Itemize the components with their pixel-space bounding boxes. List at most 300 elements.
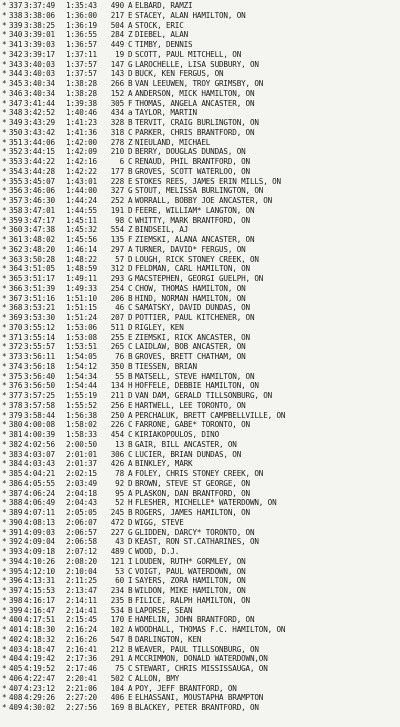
row-bullet: * [2,361,7,371]
elapsed-time: 1:44:55 [66,205,97,215]
runner-name-location: BINKLEY, MARK [135,459,193,469]
elapsed-time: 1:51:15 [66,303,97,313]
row-bullet: * [2,595,7,605]
category-code: A [128,683,133,693]
runner-name-location: FOLEY, CHRIS STONEY CREEK, ON [135,469,264,478]
place-number: 356 [9,186,23,196]
bib-number: 504 [110,20,124,30]
result-row [2,693,400,703]
bib-number: 55 [115,371,124,381]
category-code: D [128,69,133,79]
place-number: 402 [9,634,23,644]
row-bullet: * [2,547,7,556]
category-code: Z [128,137,133,147]
category-code: B [128,118,133,127]
elapsed-time: 2:21:06 [66,683,97,693]
elapsed-time: 1:48:59 [66,264,97,274]
place-number: 385 [9,469,23,478]
row-bullet: * [2,644,7,654]
result-row [2,664,400,674]
place-number: 337 [9,1,23,10]
finish-time: 4:04:21 [24,469,55,478]
row-bullet: * [2,322,7,332]
bib-number: 6 [119,157,124,166]
row-bullet: * [2,410,7,420]
elapsed-time: 2:01:01 [66,449,97,459]
result-row [2,89,400,99]
place-number: 392 [9,537,23,547]
elapsed-time: 2:07:12 [66,547,97,556]
runner-name-location: NIEULAND, MICHAEL [135,137,211,147]
result-row [2,459,400,469]
finish-time: 4:30:02 [24,703,55,712]
finish-time: 3:47:17 [24,215,55,225]
finish-time: 3:38:06 [24,10,55,20]
runner-name-location: BROWN, STEVE ST GEORGE, ON [135,478,250,488]
row-bullet: * [2,20,7,30]
finish-time: 4:18:47 [24,644,55,654]
elapsed-time: 1:55:52 [66,400,97,410]
result-row [2,294,400,304]
result-row [2,147,400,157]
row-bullet: * [2,634,7,644]
category-code: D [128,254,133,264]
result-row [2,469,400,479]
finish-time: 3:55:14 [24,332,55,342]
bib-number: 135 [110,235,124,244]
bib-number: 502 [110,673,124,683]
row-bullet: * [2,537,7,547]
runner-name-location: BINDSEIL, AJ [135,225,189,235]
place-number: 388 [9,498,23,508]
runner-name-location: PARKER, CHRIS BRANTFORD, ON [135,127,255,137]
row-bullet: * [2,576,7,586]
runner-name-location: DARLINGTON, KEN [135,634,202,644]
result-row [2,216,400,226]
row-bullet: * [2,400,7,410]
elapsed-time: 2:06:07 [66,517,97,527]
finish-time: 4:00:39 [24,430,55,439]
place-number: 361 [9,235,23,244]
result-row [2,489,400,499]
elapsed-time: 1:49:33 [66,283,97,293]
elapsed-time: 1:53:08 [66,332,97,342]
elapsed-time: 1:54:05 [66,352,97,361]
result-row [2,615,400,625]
elapsed-time: 2:05:05 [66,508,97,517]
category-code: C [128,430,133,439]
row-bullet: * [2,205,7,215]
row-bullet: * [2,235,7,244]
category-code: E [128,615,133,625]
place-number: 405 [9,664,23,673]
elapsed-time: 1:45:32 [66,225,97,235]
finish-time: 4:22:47 [24,673,55,683]
result-row [2,196,400,206]
row-bullet: * [2,586,7,595]
place-number: 354 [9,166,23,176]
row-bullet: * [2,157,7,166]
runner-name-location: MCCRIMMON, DONALD WATERDOWN,ON [135,654,268,664]
place-number: 346 [9,88,23,98]
place-number: 360 [9,225,23,235]
runner-name-location: MATSELL, STEVE HAMILTON, ON [135,371,255,381]
row-bullet: * [2,488,7,498]
result-row [2,1,400,11]
finish-time: 4:16:47 [24,605,55,615]
place-number: 339 [9,20,23,30]
result-row [2,186,400,196]
result-row [2,342,400,352]
runner-name-location: RIGLEY, KEN [135,322,184,332]
runner-name-location: LOUGH, RICK STONEY CREEK, ON [135,254,259,264]
bib-number: 284 [110,30,124,40]
result-row [2,79,400,89]
bib-number: 306 [110,449,124,459]
category-code: D [128,313,133,322]
finish-time: 3:39:01 [24,30,55,40]
result-row [2,177,400,187]
category-code: D [128,49,133,59]
bib-number: 235 [110,595,124,605]
result-row [2,21,400,31]
row-bullet: * [2,625,7,634]
elapsed-time: 1:42:22 [66,166,97,176]
category-code: C [128,342,133,352]
elapsed-time: 2:16:41 [66,644,97,654]
category-code: F [128,235,133,244]
place-number: 409 [9,703,23,712]
category-code: Z [128,225,133,235]
elapsed-time: 1:54:34 [66,371,97,381]
elapsed-time: 1:42:00 [66,137,97,147]
result-row [2,479,400,489]
category-code: G [128,274,133,283]
result-row [2,645,400,655]
runner-name-location: FELDMAN, CARL HAMILTON, ON [135,264,250,274]
category-code: E [128,10,133,20]
place-number: 389 [9,508,23,517]
category-code: E [128,400,133,410]
place-number: 340 [9,30,23,40]
category-code: H [128,498,133,508]
runner-name-location: BUCK, KEN FERGUS, ON [135,69,224,79]
category-code: A [128,410,133,420]
finish-time: 3:39:03 [24,40,55,49]
finish-time: 3:39:17 [24,49,55,59]
runner-name-location: SCOTT, PAUL MITCHELL, ON [135,49,242,59]
place-number: 349 [9,118,23,127]
place-number: 353 [9,157,23,166]
bib-number: 76 [115,352,124,361]
result-row [2,138,400,148]
elapsed-time: 2:06:58 [66,537,97,547]
result-row [2,352,400,362]
elapsed-time: 1:37:11 [66,49,97,59]
runner-name-location: WILDON, MIKE HAMILTON, ON [135,586,246,595]
runner-name-location: TIESSEN, BRIAN [135,361,197,371]
bib-number: 169 [110,703,124,712]
runner-name-location: VAN DAM, GERALD TILLSONBURG, ON [135,391,273,400]
bib-number: 210 [110,147,124,157]
finish-time: 3:55:57 [24,342,55,352]
category-code: G [128,527,133,537]
bib-number: 554 [110,225,124,235]
row-bullet: * [2,371,7,381]
finish-time: 4:15:53 [24,586,55,595]
finish-time: 4:18:30 [24,625,55,634]
finish-time: 4:00:08 [24,420,55,430]
result-row [2,518,400,528]
finish-time: 4:19:42 [24,654,55,664]
row-bullet: * [2,673,7,683]
result-row [2,303,400,313]
result-row [2,11,400,21]
finish-time: 3:53:21 [24,303,55,313]
runner-name-location: BERRY, DOUGLAS DUNDAS, ON [135,147,246,157]
category-code: a [128,108,133,118]
category-code: C [128,547,133,556]
category-code: B [128,361,133,371]
bib-number: 312 [110,264,124,274]
elapsed-time: 1:55:19 [66,391,97,400]
place-number: 380 [9,420,23,430]
runner-name-location: STACEY, ALAN HAMILTON, ON [135,10,246,20]
category-code: B [128,293,133,303]
category-code: C [128,127,133,137]
place-number: 347 [9,98,23,108]
elapsed-time: 1:36:19 [66,20,97,30]
row-bullet: * [2,79,7,88]
elapsed-time: 1:39:38 [66,98,97,108]
runner-name-location: TERVIT, CRAIG BURLINGTON, ON [135,118,259,127]
place-number: 338 [9,10,23,20]
category-code: C [128,449,133,459]
finish-time: 3:40:34 [24,88,55,98]
result-row [2,596,400,606]
place-number: 342 [9,49,23,59]
category-code: B [128,166,133,176]
place-number: 393 [9,547,23,556]
finish-time: 3:48:20 [24,244,55,254]
row-bullet: * [2,59,7,69]
bib-number: 102 [110,625,124,634]
runner-name-location: HARTWELL, LEE TORONTO, ON [135,400,246,410]
result-row [2,99,400,109]
result-row [2,391,400,401]
place-number: 394 [9,556,23,566]
result-row [2,69,400,79]
result-row [2,674,400,684]
bib-number: 143 [110,69,124,79]
row-bullet: * [2,478,7,488]
bib-number: 217 [110,10,124,20]
bib-number: 297 [110,244,124,254]
bib-number: 152 [110,88,124,98]
place-number: 387 [9,488,23,498]
finish-time: 4:09:18 [24,547,55,556]
row-bullet: * [2,137,7,147]
category-code: C [128,673,133,683]
result-row [2,255,400,265]
elapsed-time: 1:37:57 [66,59,97,69]
elapsed-time: 1:38:28 [66,79,97,88]
runner-name-location: CHOW, THOMAS HAMILTON, ON [135,283,246,293]
row-bullet: * [2,352,7,361]
bib-number: 177 [110,166,124,176]
category-code: C [128,566,133,576]
place-number: 345 [9,79,23,88]
finish-time: 4:16:17 [24,595,55,605]
finish-time: 3:55:12 [24,322,55,332]
runner-name-location: LAROCHELLE, LISA SUDBURY, ON [135,59,259,69]
category-code: H [128,381,133,391]
result-row [2,225,400,235]
row-bullet: * [2,615,7,625]
bib-number: 489 [110,547,124,556]
runner-name-location: WIGG, STEVE [135,517,184,527]
bib-number: 121 [110,556,124,566]
finish-time: 4:05:55 [24,478,55,488]
place-number: 383 [9,449,23,459]
bib-number: 52 [115,498,124,508]
finish-time: 3:58:44 [24,410,55,420]
elapsed-time: 1:45:56 [66,235,97,244]
row-bullet: * [2,556,7,566]
runner-name-location: THOMAS, ANGELA ANCASTER, ON [135,98,255,108]
runner-name-location: WOODHALL, THOMAS F.C. HAMILTON, ON [135,625,286,634]
place-number: 368 [9,303,23,313]
runner-name-location: WOOD, D.J. [135,547,180,556]
row-bullet: * [2,127,7,137]
place-number: 352 [9,147,23,157]
result-row [2,274,400,284]
runner-name-location: ZIEMSKI, ALANA ANCASTER, ON [135,235,255,244]
elapsed-time: 2:03:49 [66,478,97,488]
bib-number: 449 [110,40,124,49]
category-code: D [128,391,133,400]
result-row [2,411,400,421]
runner-name-location: STOCK, ERIC [135,20,184,30]
place-number: 379 [9,410,23,420]
runner-name-location: SAYERS, ZORA HAMILTON, ON [135,576,246,586]
finish-time: 3:44:22 [24,157,55,166]
finish-time: 4:07:11 [24,508,55,517]
runner-name-location: PERCHALUK, BRETT CAMPBELLVILLE, ON [135,410,286,420]
finish-time: 3:46:06 [24,186,55,196]
row-bullet: * [2,30,7,40]
category-code: B [128,439,133,449]
row-bullet: * [2,49,7,59]
place-number: 365 [9,274,23,283]
place-number: 384 [9,459,23,469]
finish-time: 4:17:51 [24,615,55,625]
runner-name-location: ELBARD, RAMZI [135,1,193,10]
runner-name-location: FILICE, RALPH HAMILTON, ON [135,595,250,605]
bib-number: 92 [115,478,124,488]
category-code: D [128,322,133,332]
place-number: 377 [9,391,23,400]
runner-name-location: BLACKEY, PETER BRANTFORD, ON [135,703,259,712]
result-row [2,576,400,586]
category-code: B [128,644,133,654]
place-number: 359 [9,215,23,225]
bib-number: 291 [110,654,124,664]
elapsed-time: 2:14:11 [66,595,97,605]
elapsed-time: 2:00:50 [66,439,97,449]
elapsed-time: 2:15:45 [66,615,97,625]
runner-name-location: KEAST, RON ST.CATHARINES, ON [135,537,259,547]
place-number: 401 [9,625,23,634]
row-bullet: * [2,166,7,176]
row-bullet: * [2,342,7,352]
result-row [2,498,400,508]
elapsed-time: 1:43:01 [66,176,97,186]
finish-time: 3:40:03 [24,69,55,79]
category-code: D [128,517,133,527]
bib-number: 245 [110,508,124,517]
result-row [2,362,400,372]
place-number: 348 [9,108,23,118]
runner-name-location: MACSTEPHEN, GEORGI GUELPH, ON [135,274,264,283]
runner-name-location: POY, JEFF BRANTFORD, ON [135,683,237,693]
bib-number: 434 [110,108,124,118]
result-row [2,703,400,713]
runner-name-location: ELHASSANI, MOUSTAPHA BRAMPTON [135,693,264,703]
result-row [2,508,400,518]
runner-name-location: ZIEMSKI, RICK ANCASTER, ON [135,332,250,342]
row-bullet: * [2,430,7,439]
runner-name-location: STOKES REES, JAMES ERIN MILLS, ON [135,176,281,186]
bib-number: 95 [115,488,124,498]
result-row [2,50,400,60]
result-row [2,440,400,450]
bib-number: 327 [110,186,124,196]
elapsed-time: 2:17:46 [66,664,97,673]
bib-number: 472 [110,517,124,527]
elapsed-time: 1:58:33 [66,430,97,439]
result-row [2,284,400,294]
finish-time: 3:51:16 [24,293,55,303]
category-code: D [128,147,133,157]
finish-time: 3:37:49 [24,1,55,10]
finish-time: 4:03:43 [24,459,55,469]
bib-number: 53 [115,566,124,576]
bib-number: 250 [110,410,124,420]
result-row [2,108,400,118]
category-code: A [128,469,133,478]
row-bullet: * [2,283,7,293]
runner-name-location: STOUT, MELISSA BURLINGTON, ON [135,186,264,196]
bib-number: 170 [110,615,124,625]
finish-time: 3:56:11 [24,352,55,361]
finish-time: 3:44:06 [24,137,55,147]
bib-number: 43 [115,537,124,547]
result-row [2,264,400,274]
place-number: 403 [9,644,23,654]
bib-number: 227 [110,527,124,537]
elapsed-time: 1:54:44 [66,381,97,391]
result-row [2,654,400,664]
place-number: 397 [9,586,23,595]
bib-number: 134 [110,381,124,391]
place-number: 390 [9,517,23,527]
place-number: 370 [9,322,23,332]
finish-time: 4:23:12 [24,683,55,693]
place-number: 366 [9,283,23,293]
bib-number: 212 [110,644,124,654]
place-number: 364 [9,264,23,274]
